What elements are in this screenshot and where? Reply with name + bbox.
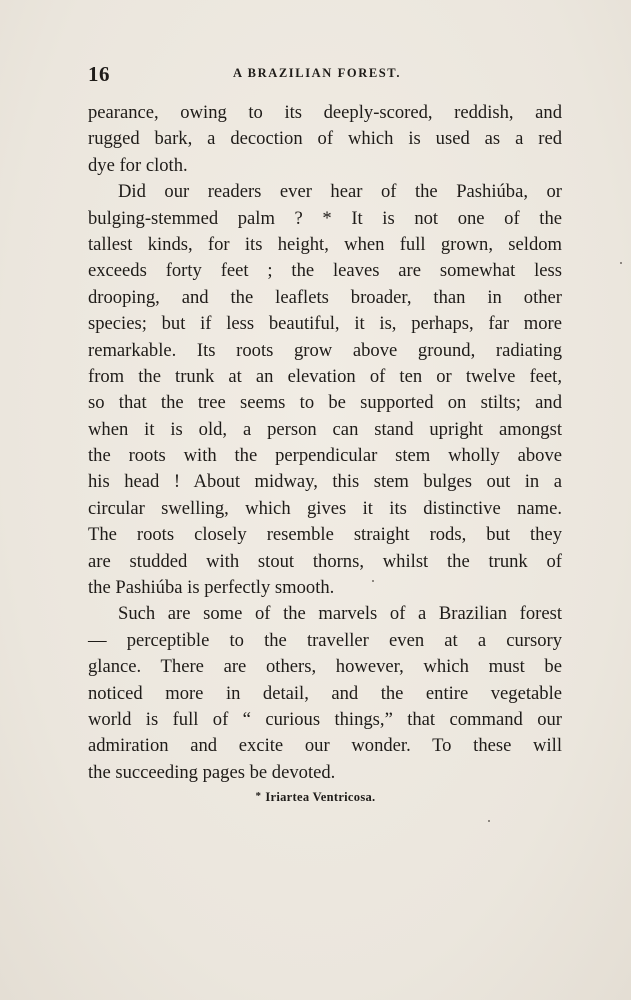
footnote-text: Iriartea Ventricosa. — [265, 790, 376, 804]
paper-speck — [488, 820, 490, 822]
text-line: circular swelling, which gives it its distinctive name. — [88, 497, 562, 519]
text-line: when it is old, a person can stand upright amongst — [88, 418, 562, 440]
text-line: noticed more in detail, and the entire vegetable — [88, 682, 562, 704]
text-line: species; but if less beautiful, it is, perhaps, far more — [88, 313, 562, 335]
text-line: the roots with the perpendicular stem wholly above — [88, 445, 562, 467]
text-line: bulging-stemmed palm ? * It is not one of the — [88, 207, 562, 229]
body-text — [88, 100, 562, 786]
page-number: 16 — [88, 62, 110, 86]
text-line: Such are some of the marvels of a Brazilian forest — [118, 603, 562, 625]
text-line: from the trunk at an elevation of ten or twelve feet, — [88, 365, 562, 387]
text-line: dye for cloth. — [88, 154, 188, 176]
footnote — [0, 790, 631, 805]
text-line: so that the tree seems to be supported on stilts; and — [88, 392, 562, 414]
text-line: — perceptible to the traveller even at a cursory — [88, 629, 562, 651]
text-line: exceeds forty feet ; the leaves are somewhat less — [88, 260, 562, 282]
footnote-mark: * — [255, 790, 262, 802]
text-line: drooping, and the leaflets broader, than in other — [88, 286, 562, 308]
text-line: pearance, owing to its deeply-scored, reddish, and — [88, 102, 562, 123]
running-head: A BRAZILIAN FOREST. — [233, 66, 402, 80]
text-line: the succeeding pages be devoted. — [88, 761, 336, 783]
page-header — [88, 62, 548, 88]
paper-speck — [372, 580, 374, 582]
text-line: glance. There are others, however, which must be — [88, 656, 562, 678]
text-line: tallest kinds, for its height, when full grown, seldom — [88, 233, 562, 255]
text-line: rugged bark, a decoction of which is used as a red — [88, 128, 562, 150]
text-line: world is full of “ curious things,” that command our — [88, 708, 562, 730]
text-line: The roots closely resemble straight rods, but they — [88, 524, 562, 546]
text-line: admiration and excite our wonder. To these will — [88, 735, 562, 757]
text-line: are studded with stout thorns, whilst the trunk of — [88, 550, 562, 572]
text-line: remarkable. Its roots grow above ground, radiating — [88, 339, 562, 361]
text-line: his head ! About midway, this stem bulges out in a — [88, 471, 562, 493]
paper-speck — [620, 262, 622, 264]
text-line: Did our readers ever hear of the Pashiúba, or — [118, 181, 562, 203]
text-line: the Pashiúba is perfectly smooth. — [88, 577, 335, 599]
